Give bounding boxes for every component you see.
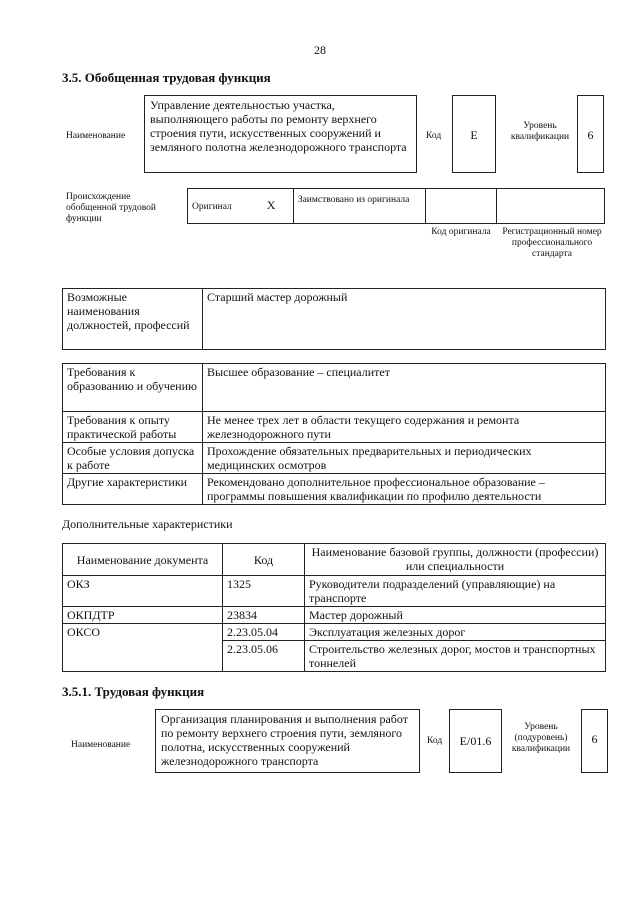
table-cell: ОКПДТР <box>63 607 223 624</box>
level-value-2: 6 <box>591 732 598 746</box>
positions-label: Возможные наименования должностей, профессий <box>63 289 203 350</box>
level-value-box-2 <box>581 709 608 773</box>
level-label: Уровень квалификации <box>510 121 570 142</box>
function-name-text-2: Организация планирования и выполнения работ по ремонту верхнего строения пути, земляного полотна, искусственных сооружений железнодорожного транспорта <box>161 712 408 768</box>
code-value: E <box>470 128 478 142</box>
table-header-row <box>63 544 606 576</box>
requirement-label: Требования к опыту практической работы <box>63 412 203 443</box>
requirement-label: Другие характеристики <box>63 474 203 505</box>
header-doc: Наименование документа <box>63 544 223 576</box>
name-label: Наименование <box>66 131 126 141</box>
code-label-2: Код <box>427 736 443 746</box>
borrowed-label: Заимствовано из оригинала <box>293 189 425 224</box>
origin-label: Происхождение обобщенной трудовой функции <box>66 192 156 224</box>
requirement-row <box>63 474 606 505</box>
requirement-value: Не менее трех лет в области текущего содержания и ремонта железнодорожного пути <box>203 412 606 443</box>
table-cell: Мастер дорожный <box>305 607 606 624</box>
table-cell: 1325 <box>223 576 305 607</box>
requirement-value: Высшее образование – специалитет <box>203 364 606 412</box>
header-code: Код <box>223 544 305 576</box>
subsection-heading: 3.5.1. Трудовая функция <box>62 684 205 699</box>
table-cell: 23834 <box>223 607 305 624</box>
table-cell: ОКЗ <box>63 576 223 607</box>
requirement-value: Прохождение обязательных предварительных и периодических медицинских осмотров <box>203 443 606 474</box>
table-row <box>63 607 606 624</box>
requirement-label: Требования к образованию и обучению <box>63 364 203 412</box>
table-row <box>63 624 606 641</box>
requirements-table <box>62 363 606 505</box>
requirement-value: Рекомендовано дополнительное профессиональное образование – программы повышения квалификации по профилю деятельности <box>203 474 606 505</box>
additional-table <box>62 543 606 672</box>
positions-table <box>62 288 606 350</box>
level-label-2: Уровень (подуровень) квалификации <box>511 722 571 754</box>
requirement-row <box>63 364 606 412</box>
function-name-text: Управление деятельностью участка, выполняющего работы по ремонту верхнего строения пути, искусственных сооружений и земляного полотна железнодорожного транспорта <box>150 98 407 154</box>
table-cell: Эксплуатация железных дорог <box>305 624 606 641</box>
table-cell: 2.23.05.06 <box>223 641 305 672</box>
reg-number-cell <box>497 189 605 224</box>
table-cell: ОКСО <box>63 624 223 672</box>
level-value: 6 <box>587 128 594 142</box>
origin-table <box>187 188 605 224</box>
table-cell: 2.23.05.04 <box>223 624 305 641</box>
reg-number-label: Регистрационный номер профессионального стандарта <box>502 227 602 259</box>
code-label: Код <box>426 131 442 141</box>
function-name-box <box>144 95 417 173</box>
positions-value: Старший мастер дорожный <box>203 289 606 350</box>
orig-code-label: Код оригинала <box>431 227 491 237</box>
original-mark: X <box>249 189 293 224</box>
requirement-label: Особые условия допуска к работе <box>63 443 203 474</box>
requirement-row <box>63 443 606 474</box>
table-row <box>63 576 606 607</box>
name-label-2: Наименование <box>71 740 131 750</box>
function-name-box-2 <box>155 709 420 773</box>
header-group: Наименование базовой группы, должности (профессии) или специальности <box>305 544 606 576</box>
orig-code-cell <box>425 189 497 224</box>
code-value-2: E/01.6 <box>459 734 492 748</box>
table-cell: Руководители подразделений (управляющие) на транспорте <box>305 576 606 607</box>
original-label: Оригинал <box>188 189 250 224</box>
additional-title: Дополнительные характеристики <box>62 517 233 531</box>
section-heading: 3.5. Обобщенная трудовая функция <box>62 70 271 85</box>
page-number: 28 <box>314 43 326 57</box>
code-value-box <box>452 95 496 173</box>
table-cell: Строительство железных дорог, мостов и транспортных тоннелей <box>305 641 606 672</box>
requirement-row <box>63 412 606 443</box>
code-value-box-2 <box>449 709 502 773</box>
level-value-box <box>577 95 604 173</box>
